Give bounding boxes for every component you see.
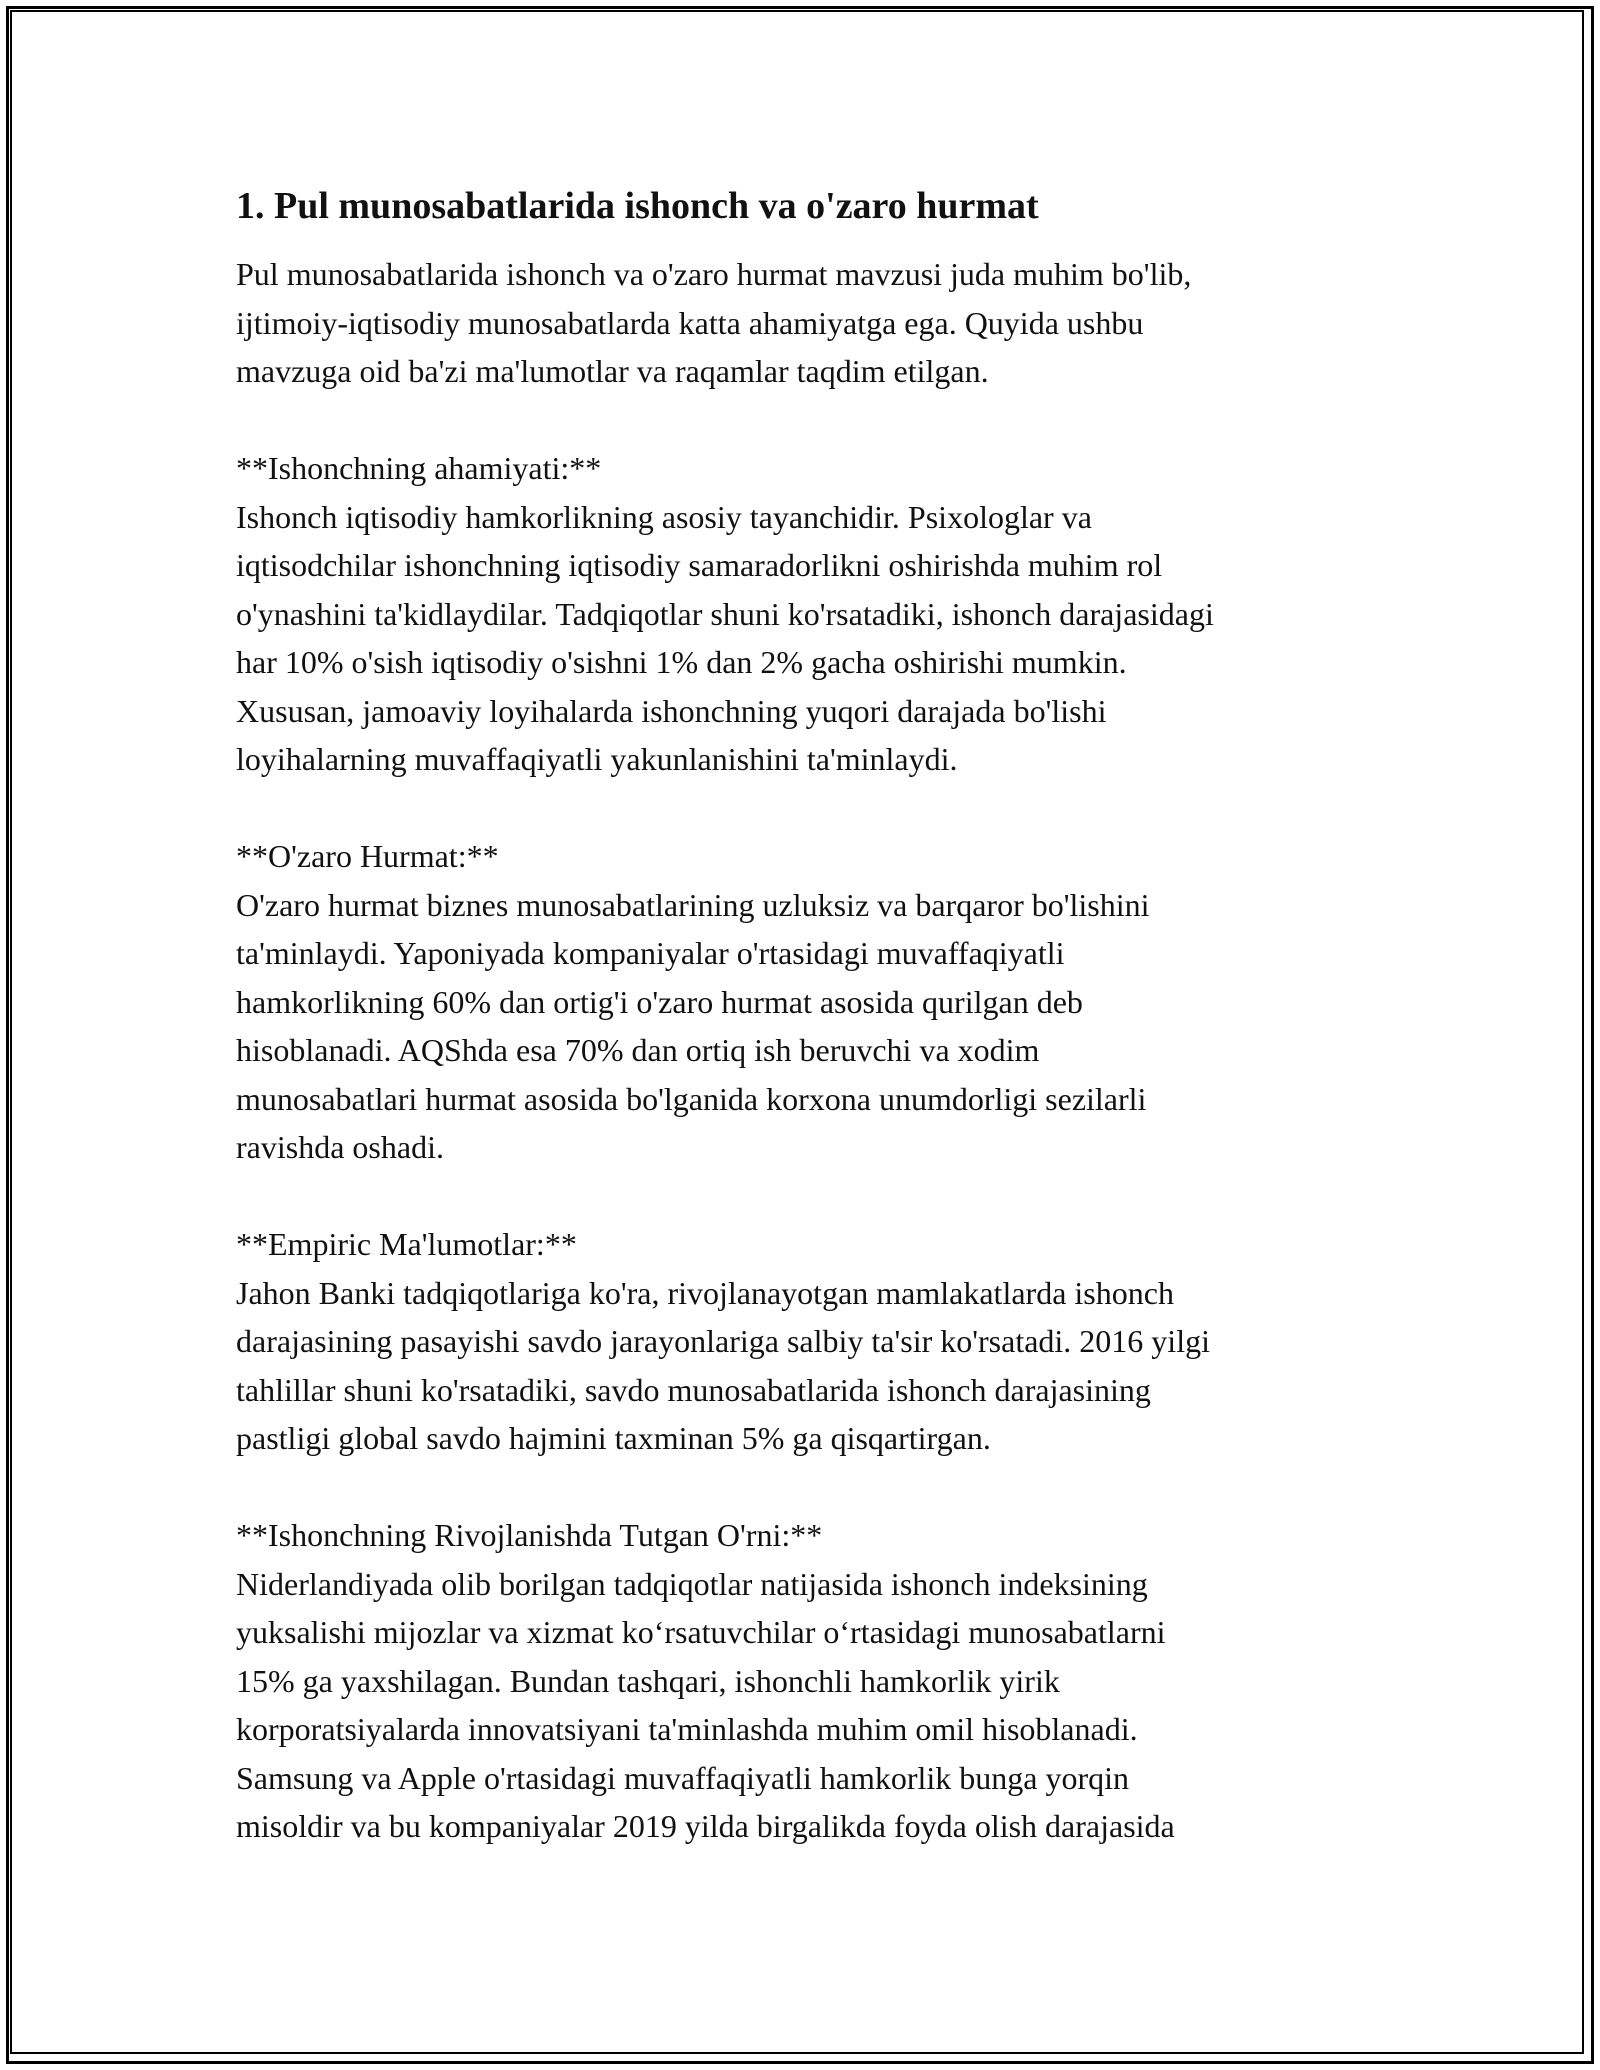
section-heading: **Ishonchning Rivojlanishda Tutgan O'rni:** — [236, 1517, 823, 1553]
section-line: Niderlandiyada olib borilgan tadqiqotlar natijasida ishonch indeksining — [236, 1565, 1148, 1602]
document-title: 1. Pul munosabatlarida ishonch va o'zaro hurmat — [236, 185, 1039, 227]
section-line: darajasining pasayishi savdo jarayonlariga salbiy ta'sir ko'rsatadi. 2016 yilgi — [236, 1323, 1210, 1359]
section-line: iqtisodchilar ishonchning iqtisodiy samaradorlikni oshirishda muhim rol — [236, 547, 1163, 583]
section-line: Ishonch iqtisodiy hamkorlikning asosiy tayanchidir. Psixologlar va — [236, 498, 1092, 535]
intro-line: mavzuga oid ba'zi ma'lumotlar va raqamlar taqdim etilgan. — [236, 353, 989, 389]
section-line: hisoblanadi. AQShda esa 70% dan ortiq ish beruvchi va xodim — [236, 1032, 1040, 1068]
section-line: 15% ga yaxshilagan. Bundan tashqari, ishonchli hamkorlik yirik — [236, 1662, 1060, 1699]
intro-paragraph — [236, 250, 1376, 396]
section-line: o'ynashini ta'kidlaydilar. Tadqiqotlar shuni ko'rsatadiki, ishonch darajasidagi — [236, 595, 1214, 632]
section-line: Jahon Banki tadqiqotlariga ko'ra, rivojlanayotgan mamlakatlarda ishonch — [236, 1274, 1174, 1311]
section-ozaro-hurmat — [236, 832, 1376, 1172]
section-line: O'zaro hurmat biznes munosabatlarining uzluksiz va barqaror bo'lishini — [236, 886, 1150, 923]
document-body — [236, 180, 1376, 1899]
intro-line: Pul munosabatlarida ishonch va o'zaro hurmat mavzusi juda muhim bo'lib, — [236, 256, 1192, 292]
section-line: tahlillar shuni ko'rsatadiki, savdo munosabatlarida ishonch darajasining — [236, 1371, 1151, 1408]
section-line: loyihalarning muvaffaqiyatli yakunlanishini ta'minlaydi. — [236, 741, 958, 777]
intro-line: ijtimoiy-iqtisodiy munosabatlarda katta ahamiyatga ega. Quyida ushbu — [236, 304, 1144, 341]
section-empiric-malumotlar — [236, 1220, 1376, 1463]
section-line: Samsung va Apple o'rtasidagi muvaffaqiyatli hamkorlik bunga yorqin — [236, 1759, 1130, 1796]
section-line: hamkorlikning 60% dan ortig'i o'zaro hurmat asosida qurilgan deb — [236, 983, 1083, 1020]
section-heading: **Ishonchning ahamiyati:** — [236, 450, 602, 486]
section-line: munosabatlari hurmat asosida bo'lganida korxona unumdorligi sezilarli — [236, 1080, 1147, 1117]
section-line: Xususan, jamoaviy loyihalarda ishonchning yuqori darajada bo'lishi — [236, 692, 1107, 729]
section-line: yuksalishi mijozlar va xizmat ko‘rsatuvchilar o‘rtasidagi munosabatlarni — [236, 1614, 1166, 1650]
section-line: ravishda oshadi. — [236, 1129, 444, 1165]
section-rivojlanishda-orni — [236, 1511, 1376, 1851]
section-heading: **Empiric Ma'lumotlar:** — [236, 1226, 577, 1262]
section-heading: **O'zaro Hurmat:** — [236, 838, 499, 874]
section-line: misoldir va bu kompaniyalar 2019 yilda birgalikda foyda olish darajasida — [236, 1808, 1175, 1844]
section-line: ta'minlaydi. Yaponiyada kompaniyalar o'rtasidagi muvaffaqiyatli — [236, 935, 1065, 971]
section-line: har 10% o'sish iqtisodiy o'sishni 1% dan 2% gacha oshirishi mumkin. — [236, 644, 1127, 680]
section-line: korporatsiyalarda innovatsiyani ta'minlashda muhim omil hisoblanadi. — [236, 1711, 1138, 1747]
section-ishonchning-ahamiyati — [236, 444, 1376, 784]
section-line: pastligi global savdo hajmini taxminan 5% ga qisqartirgan. — [236, 1420, 991, 1456]
